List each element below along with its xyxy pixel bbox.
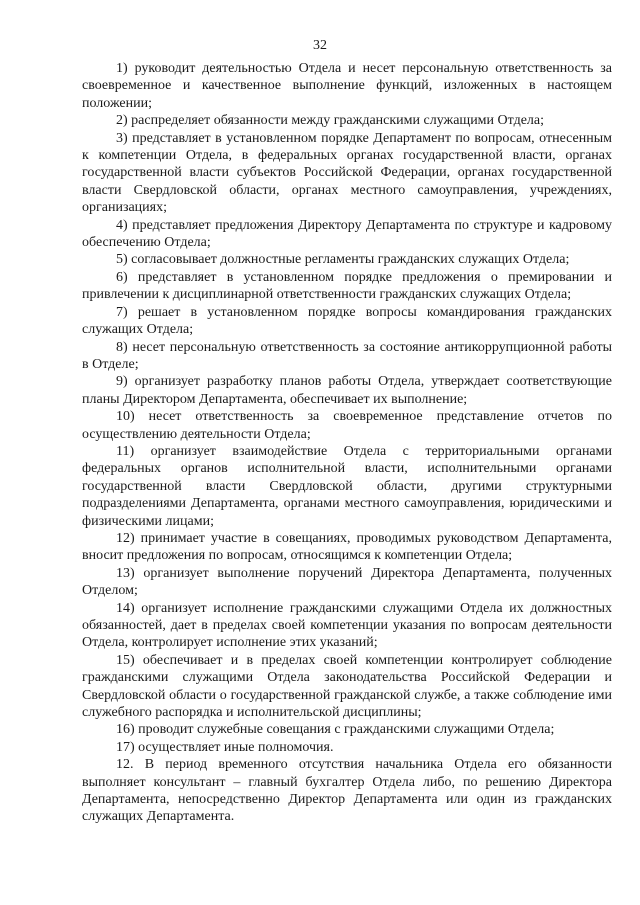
paragraph-7: 7) решает в установленном порядке вопросы командирования гражданских служащих Отдела;	[82, 304, 612, 338]
paragraph-2: 2) распределяет обязанности между гражданскими служащими Отдела;	[116, 113, 545, 129]
paragraph-6: 6) представляет в установленном порядке предложения о премировании и привлечении к дисциплинарной ответственности гражданских служащих Отдела;	[82, 269, 612, 303]
paragraph-16: 16) проводит служебные совещания с гражданскими служащими Отдела;	[116, 722, 555, 738]
paragraph-17: 17) осуществляет иные полномочия.	[116, 739, 334, 755]
paragraph-8: 8) несет персональную ответственность за состояние антикоррупционной работы в Отделе;	[82, 339, 612, 372]
page-number: 32	[313, 38, 327, 53]
paragraph-14: 14) организует исполнение гражданскими служащими Отдела их должностных обязанностей, дает в пределах своей компетенции указания по вопросам деятельности Отдела, контролирует исполнение этих указаний;	[82, 600, 612, 651]
body-text	[82, 60, 612, 826]
paragraph-11: 11) организует взаимодействие Отдела с территориальными органами федеральных органов исполнительной власти, исполнительными органами государственной власти Свердловской области, другими структурными подразделениями Департамента, органами местного самоуправления, юридическими и физическими лицами;	[82, 443, 612, 529]
paragraph-4: 4) представляет предложения Директору Департамента по структуре и кадровому обеспечению Отдела;	[82, 217, 612, 251]
paragraph-1: 1) руководит деятельностью Отдела и несет персональную ответственность за своевременное и качественное выполнение функций, изложенных в настоящем положении;	[82, 61, 612, 111]
paragraph-15: 15) обеспечивает и в пределах своей компетенции контролирует соблюдение гражданскими служащими Отдела законодательства Российской Федерации и Свердловской области о государственной гражданской службе, а также соблюдение ими служебного распорядка и исполнительской дисциплины;	[82, 652, 612, 721]
paragraph-3: 3) представляет в установленном порядке Департамент по вопросам, отнесенным к компетенции Отдела, в федеральных органах государственной власти, органах государственной власти субъектов Российской Федерации, органах государственной власти Свердловской области, органах местного самоуправления, учреждениях, организациях;	[82, 130, 612, 216]
paragraph-10: 10) несет ответственность за своевременное представление отчетов по осуществлению деятельности Отдела;	[82, 409, 612, 442]
paragraph-5: 5) согласовывает должностные регламенты гражданских служащих Отдела;	[116, 252, 570, 268]
section-12-paragraph: 12. В период временного отсутствия начальника Отдела его обязанности выполняет консультант – главный бухгалтер Отдела либо, по решению Директора Департамента, непосредственно Директор Департамента или один из гражданских служащих Департамента.	[82, 757, 612, 825]
paragraph-9: 9) организует разработку планов работы Отдела, утверждает соответствующие планы Директором Департамента, обеспечивает их выполнение;	[82, 374, 612, 407]
paragraph-12: 12) принимает участие в совещаниях, проводимых руководством Департамента, вносит предложения по вопросам, относящимся к компетенции Отдела;	[82, 530, 612, 564]
paragraph-13: 13) организует выполнение поручений Директора Департамента, полученных Отделом;	[82, 565, 612, 599]
